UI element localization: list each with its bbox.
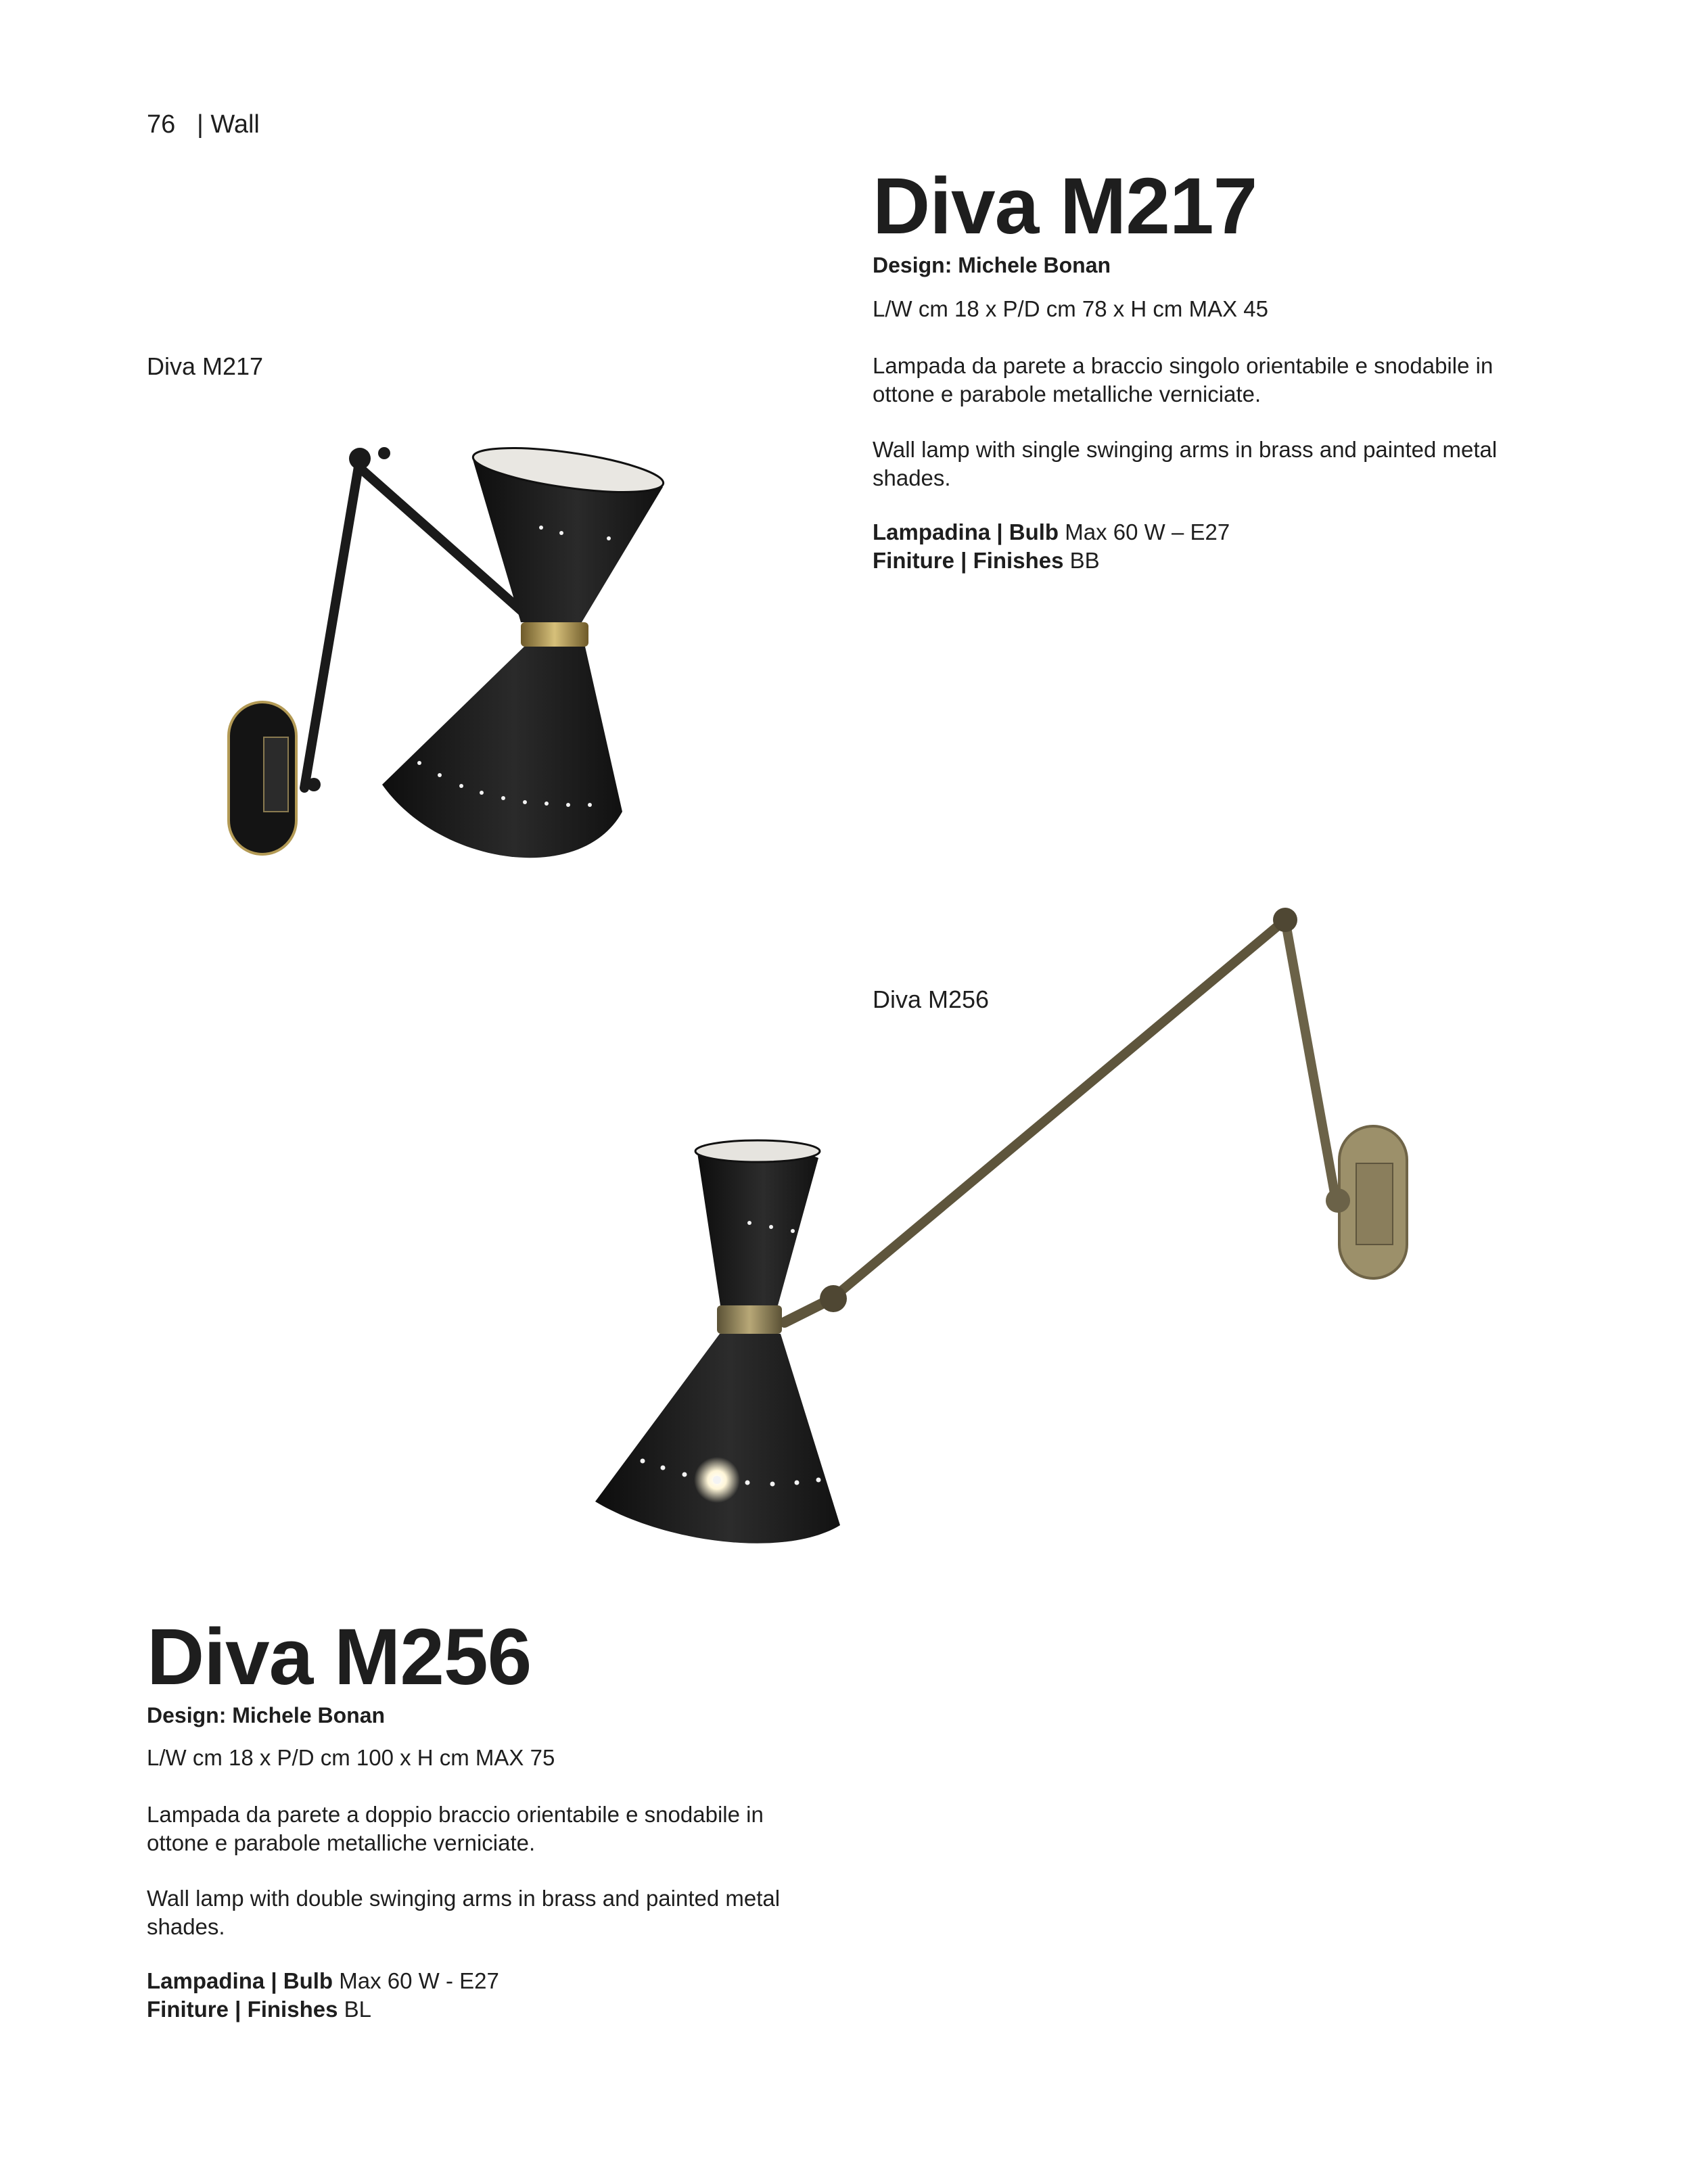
product-designer: Design: Michele Bonan	[147, 1703, 386, 1727]
bulb-spec	[147, 1967, 499, 1995]
product-description-english: Wall lamp with single swinging arms in brass and painted metal shades.	[873, 437, 1498, 490]
finish-spec-value: BL	[344, 1997, 371, 2022]
finish-spec	[147, 1995, 371, 2024]
product-description-italian: Lampada da parete a doppio braccio orientabile e snodabile in ottone e parabole metalliche verniciate.	[147, 1802, 764, 1855]
product-description-english: Wall lamp with double swinging arms in brass and painted metal shades.	[147, 1886, 781, 1939]
page-number: 76	[147, 110, 176, 139]
bulb-spec-value: Max 60 W - E27	[339, 1968, 499, 1993]
section-name: | Wall	[196, 110, 260, 139]
product-image-label: Diva M256	[873, 985, 990, 1013]
finish-spec-label: Finiture | Finishes	[147, 1997, 338, 2022]
finish-spec-label: Finiture | Finishes	[873, 548, 1064, 573]
finish-spec-value: BB	[1069, 548, 1100, 573]
product-dimensions: L/W cm 18 x P/D cm 100 x H cm MAX 75	[147, 1745, 555, 1770]
bulb-spec-value: Max 60 W – E27	[1065, 519, 1230, 544]
product-designer: Design: Michele Bonan	[873, 253, 1111, 277]
product-title: Diva M256	[147, 1612, 532, 1702]
bulb-spec	[873, 518, 1230, 547]
product-image-label: Diva M217	[147, 352, 264, 380]
product-dimensions: L/W cm 18 x P/D cm 78 x H cm MAX 45	[873, 296, 1268, 321]
page-header	[147, 108, 260, 141]
product-title: Diva M217	[873, 162, 1257, 251]
bulb-spec-label: Lampadina | Bulb	[873, 519, 1059, 544]
bulb-spec-label: Lampadina | Bulb	[147, 1968, 333, 1993]
product-image-diva-m256	[582, 893, 1420, 1542]
product-image-diva-m217	[203, 419, 690, 879]
product-description-italian: Lampada da parete a braccio singolo orientabile e snodabile in ottone e parabole metalliche verniciate.	[873, 353, 1493, 406]
finish-spec	[873, 547, 1100, 575]
